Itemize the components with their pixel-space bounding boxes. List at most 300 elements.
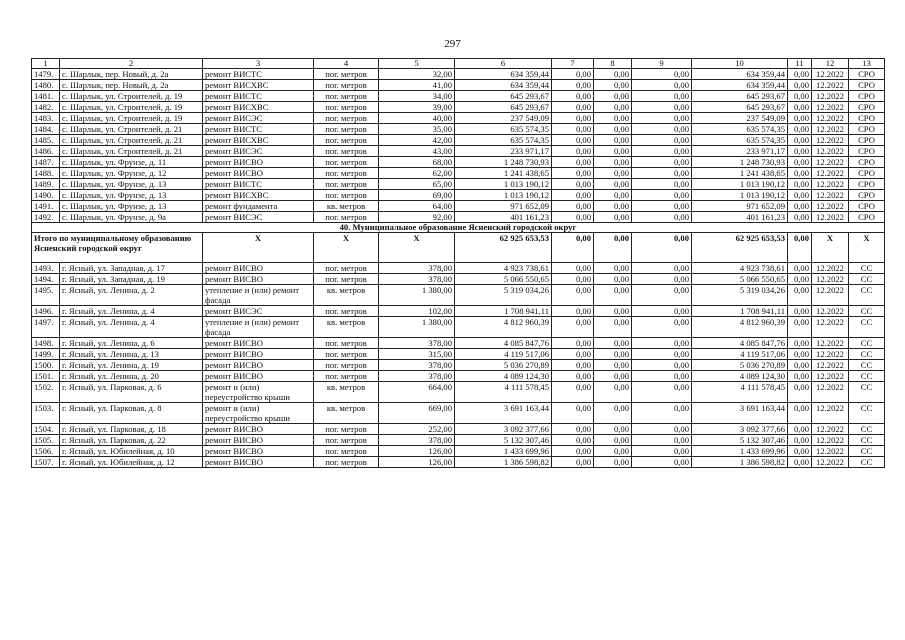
quantity-cell: 32,00 (379, 69, 455, 80)
table-row (32, 403, 885, 424)
other-funds-cell: 0,00 (788, 212, 812, 223)
fund-cell: 0,00 (552, 382, 594, 403)
local-budget-cell: 0,00 (632, 285, 692, 306)
quantity-cell: 378,00 (379, 338, 455, 349)
unit-cell: пог. метров (314, 306, 379, 317)
total-cell: X (314, 233, 379, 263)
unit-cell: пог. метров (314, 69, 379, 80)
unit-cell: пог. метров (314, 124, 379, 135)
completion-date-cell: 12.2022 (812, 124, 849, 135)
fund-method-cell: СРО (849, 135, 885, 146)
fund-method-cell: СРО (849, 168, 885, 179)
row-number-cell: 1500. (32, 360, 60, 371)
budget-cell: 0,00 (594, 168, 632, 179)
quantity-cell: 43,00 (379, 146, 455, 157)
fund-cell: 0,00 (552, 403, 594, 424)
fund-method-cell: СС (849, 274, 885, 285)
budget-cell: 0,00 (594, 446, 632, 457)
other-funds-cell: 0,00 (788, 457, 812, 468)
other-funds-cell: 0,00 (788, 338, 812, 349)
row-number-cell: 1494. (32, 274, 60, 285)
row-number-cell: 1483. (32, 113, 60, 124)
budget-cell: 0,00 (594, 306, 632, 317)
fund-method-cell: СС (849, 371, 885, 382)
header-cell: 12 (812, 59, 849, 69)
row-number-cell: 1496. (32, 306, 60, 317)
other-funds-cell: 0,00 (788, 135, 812, 146)
table-row (32, 80, 885, 91)
completion-date-cell: 12.2022 (812, 157, 849, 168)
fund-method-cell: СС (849, 263, 885, 274)
budget-cell: 0,00 (594, 338, 632, 349)
work-type-cell: ремонт ВИСВО (203, 435, 314, 446)
budget-cell: 0,00 (594, 274, 632, 285)
table-row (32, 102, 885, 113)
row-number-cell: 1492. (32, 212, 60, 223)
owners-funds-cell: 1 248 730,93 (692, 157, 788, 168)
address-cell: с. Шарлык, ул. Строителей, д. 19 (60, 91, 203, 102)
work-type-cell: ремонт и (или) переустройство крыши (203, 403, 314, 424)
table-row (32, 285, 885, 306)
table-row (32, 201, 885, 212)
fund-method-cell: СРО (849, 69, 885, 80)
work-type-cell: ремонт ВИСВО (203, 446, 314, 457)
local-budget-cell: 0,00 (632, 424, 692, 435)
other-funds-cell: 0,00 (788, 403, 812, 424)
unit-cell: кв. метров (314, 382, 379, 403)
quantity-cell: 669,00 (379, 403, 455, 424)
owners-funds-cell: 634 359,44 (692, 80, 788, 91)
total-cell: 62 925 653,53 (455, 233, 552, 263)
fund-method-cell: СРО (849, 80, 885, 91)
quantity-cell: 40,00 (379, 113, 455, 124)
total-cell: 0,00 (552, 233, 594, 263)
other-funds-cell: 0,00 (788, 360, 812, 371)
header-cell: 11 (788, 59, 812, 69)
total-cell: X (849, 233, 885, 263)
local-budget-cell: 0,00 (632, 274, 692, 285)
total-cost-cell: 645 293,67 (455, 102, 552, 113)
quantity-cell: 92,00 (379, 212, 455, 223)
owners-funds-cell: 634 359,44 (692, 69, 788, 80)
local-budget-cell: 0,00 (632, 403, 692, 424)
fund-cell: 0,00 (552, 360, 594, 371)
header-cell: 1 (32, 59, 60, 69)
completion-date-cell: 12.2022 (812, 446, 849, 457)
total-cost-cell: 5 066 550,65 (455, 274, 552, 285)
local-budget-cell: 0,00 (632, 457, 692, 468)
table-row (32, 168, 885, 179)
unit-cell: пог. метров (314, 168, 379, 179)
fund-method-cell: СРО (849, 102, 885, 113)
row-number-cell: 1498. (32, 338, 60, 349)
fund-cell: 0,00 (552, 338, 594, 349)
unit-cell: пог. метров (314, 424, 379, 435)
address-cell: с. Шарлык, ул. Фрунзе, д. 13 (60, 190, 203, 201)
total-cost-cell: 401 161,23 (455, 212, 552, 223)
local-budget-cell: 0,00 (632, 80, 692, 91)
local-budget-cell: 0,00 (632, 306, 692, 317)
total-cost-cell: 4 111 578,45 (455, 382, 552, 403)
quantity-cell: 42,00 (379, 135, 455, 146)
completion-date-cell: 12.2022 (812, 179, 849, 190)
local-budget-cell: 0,00 (632, 338, 692, 349)
local-budget-cell: 0,00 (632, 212, 692, 223)
fund-method-cell: СС (849, 457, 885, 468)
unit-cell: кв. метров (314, 403, 379, 424)
budget-cell: 0,00 (594, 113, 632, 124)
row-number-cell: 1499. (32, 349, 60, 360)
owners-funds-cell: 1 013 190,12 (692, 179, 788, 190)
other-funds-cell: 0,00 (788, 382, 812, 403)
fund-cell: 0,00 (552, 306, 594, 317)
table-row (32, 424, 885, 435)
owners-funds-cell: 5 319 034,26 (692, 285, 788, 306)
total-cost-cell: 4 119 517,06 (455, 349, 552, 360)
completion-date-cell: 12.2022 (812, 424, 849, 435)
fund-method-cell: СРО (849, 179, 885, 190)
address-cell: с. Шарлык, ул. Строителей, д. 19 (60, 102, 203, 113)
total-cost-cell: 645 293,67 (455, 91, 552, 102)
owners-funds-cell: 3 691 163,44 (692, 403, 788, 424)
budget-cell: 0,00 (594, 360, 632, 371)
work-type-cell: ремонт ВИСВО (203, 338, 314, 349)
completion-date-cell: 12.2022 (812, 435, 849, 446)
table-row (32, 69, 885, 80)
local-budget-cell: 0,00 (632, 371, 692, 382)
quantity-cell: 126,00 (379, 446, 455, 457)
unit-cell: пог. метров (314, 212, 379, 223)
quantity-cell: 1 380,00 (379, 317, 455, 338)
budget-cell: 0,00 (594, 212, 632, 223)
local-budget-cell: 0,00 (632, 179, 692, 190)
row-number-cell: 1479. (32, 69, 60, 80)
unit-cell: пог. метров (314, 135, 379, 146)
owners-funds-cell: 401 161,23 (692, 212, 788, 223)
total-cell: X (203, 233, 314, 263)
other-funds-cell: 0,00 (788, 446, 812, 457)
completion-date-cell: 12.2022 (812, 201, 849, 212)
header-cell: 10 (692, 59, 788, 69)
quantity-cell: 35,00 (379, 124, 455, 135)
budget-cell: 0,00 (594, 135, 632, 146)
owners-funds-cell: 237 549,09 (692, 113, 788, 124)
unit-cell: пог. метров (314, 435, 379, 446)
owners-funds-cell: 1 013 190,12 (692, 190, 788, 201)
quantity-cell: 68,00 (379, 157, 455, 168)
header-cell: 5 (379, 59, 455, 69)
completion-date-cell: 12.2022 (812, 382, 849, 403)
total-cost-cell: 634 359,44 (455, 80, 552, 91)
work-type-cell: ремонт ВИСХВС (203, 102, 314, 113)
budget-cell: 0,00 (594, 403, 632, 424)
other-funds-cell: 0,00 (788, 317, 812, 338)
fund-method-cell: СС (849, 338, 885, 349)
address-cell: с. Шарлык, ул. Фрунзе, д. 11 (60, 157, 203, 168)
budget-cell: 0,00 (594, 317, 632, 338)
quantity-cell: 34,00 (379, 91, 455, 102)
quantity-cell: 378,00 (379, 263, 455, 274)
work-type-cell: ремонт ВИСТС (203, 91, 314, 102)
table-row (32, 446, 885, 457)
fund-cell: 0,00 (552, 146, 594, 157)
address-cell: г. Ясный, ул. Западная, д. 19 (60, 274, 203, 285)
fund-cell: 0,00 (552, 69, 594, 80)
address-cell: г. Ясный, ул. Парковая, д. 22 (60, 435, 203, 446)
table-row (32, 274, 885, 285)
fund-cell: 0,00 (552, 124, 594, 135)
total-cost-cell: 3 092 377,66 (455, 424, 552, 435)
quantity-cell: 378,00 (379, 435, 455, 446)
table-row (32, 212, 885, 223)
fund-method-cell: СС (849, 285, 885, 306)
other-funds-cell: 0,00 (788, 102, 812, 113)
table-row (32, 360, 885, 371)
local-budget-cell: 0,00 (632, 102, 692, 113)
other-funds-cell: 0,00 (788, 146, 812, 157)
address-cell: с. Шарлык, пер. Новый, д. 2а (60, 69, 203, 80)
work-type-cell: ремонт ВИСЭС (203, 113, 314, 124)
owners-funds-cell: 4 923 738,61 (692, 263, 788, 274)
other-funds-cell: 0,00 (788, 424, 812, 435)
quantity-cell: 252,00 (379, 424, 455, 435)
table-row (32, 371, 885, 382)
address-cell: г. Ясный, ул. Ленина, д. 19 (60, 360, 203, 371)
column-number-header (32, 59, 885, 69)
unit-cell: пог. метров (314, 360, 379, 371)
budget-cell: 0,00 (594, 179, 632, 190)
work-type-cell: ремонт ВИСТС (203, 69, 314, 80)
fund-cell: 0,00 (552, 113, 594, 124)
row-number-cell: 1507. (32, 457, 60, 468)
work-type-cell: ремонт ВИСВО (203, 424, 314, 435)
header-cell: 7 (552, 59, 594, 69)
address-cell: с. Шарлык, ул. Фрунзе, д. 12 (60, 168, 203, 179)
header-cell: 6 (455, 59, 552, 69)
page-number: 297 (444, 38, 461, 50)
row-number-cell: 1501. (32, 371, 60, 382)
local-budget-cell: 0,00 (632, 263, 692, 274)
local-budget-cell: 0,00 (632, 157, 692, 168)
address-cell: г. Ясный, ул. Парковая, д. 6 (60, 382, 203, 403)
total-cost-cell: 4 923 738,61 (455, 263, 552, 274)
owners-funds-cell: 635 574,35 (692, 135, 788, 146)
row-number-cell: 1504. (32, 424, 60, 435)
row-number-cell: 1489. (32, 179, 60, 190)
other-funds-cell: 0,00 (788, 113, 812, 124)
table-row (32, 190, 885, 201)
row-number-cell: 1485. (32, 135, 60, 146)
table-row (32, 317, 885, 338)
quantity-cell: 64,00 (379, 201, 455, 212)
total-cell: X (812, 233, 849, 263)
completion-date-cell: 12.2022 (812, 263, 849, 274)
total-cost-cell: 1 013 190,12 (455, 179, 552, 190)
owners-funds-cell: 4 812 960,39 (692, 317, 788, 338)
fund-cell: 0,00 (552, 201, 594, 212)
quantity-cell: 378,00 (379, 371, 455, 382)
total-cost-cell: 635 574,35 (455, 124, 552, 135)
row-number-cell: 1484. (32, 124, 60, 135)
budget-cell: 0,00 (594, 382, 632, 403)
fund-method-cell: СС (849, 382, 885, 403)
fund-method-cell: СРО (849, 157, 885, 168)
local-budget-cell: 0,00 (632, 382, 692, 403)
total-cell: 62 925 653,53 (692, 233, 788, 263)
fund-method-cell: СС (849, 424, 885, 435)
fund-method-cell: СРО (849, 124, 885, 135)
other-funds-cell: 0,00 (788, 157, 812, 168)
owners-funds-cell: 1 241 438,65 (692, 168, 788, 179)
other-funds-cell: 0,00 (788, 124, 812, 135)
total-cell: 0,00 (788, 233, 812, 263)
work-type-cell: ремонт ВИСВО (203, 157, 314, 168)
address-cell: г. Ясный, ул. Ленина, д. 20 (60, 371, 203, 382)
other-funds-cell: 0,00 (788, 179, 812, 190)
local-budget-cell: 0,00 (632, 317, 692, 338)
header-cell: 3 (203, 59, 314, 69)
address-cell: с. Шарлык, ул. Строителей, д. 21 (60, 146, 203, 157)
total-cost-cell: 5 036 270,89 (455, 360, 552, 371)
owners-funds-cell: 4 089 124,30 (692, 371, 788, 382)
fund-cell: 0,00 (552, 157, 594, 168)
quantity-cell: 315,00 (379, 349, 455, 360)
row-number-cell: 1481. (32, 91, 60, 102)
work-type-cell: ремонт ВИСХВС (203, 80, 314, 91)
owners-funds-cell: 971 652,09 (692, 201, 788, 212)
fund-method-cell: СС (849, 446, 885, 457)
fund-method-cell: СРО (849, 201, 885, 212)
table-row (32, 113, 885, 124)
address-cell: г. Ясный, ул. Юбилейная, д. 12 (60, 457, 203, 468)
unit-cell: пог. метров (314, 349, 379, 360)
budget-cell: 0,00 (594, 285, 632, 306)
completion-date-cell: 12.2022 (812, 360, 849, 371)
owners-funds-cell: 4 085 847,76 (692, 338, 788, 349)
other-funds-cell: 0,00 (788, 190, 812, 201)
address-cell: с. Шарлык, пер. Новый, д. 2а (60, 80, 203, 91)
fund-cell: 0,00 (552, 91, 594, 102)
completion-date-cell: 12.2022 (812, 317, 849, 338)
fund-method-cell: СРО (849, 113, 885, 124)
total-cost-cell: 634 359,44 (455, 69, 552, 80)
other-funds-cell: 0,00 (788, 349, 812, 360)
table-row (32, 146, 885, 157)
row-number-cell: 1497. (32, 317, 60, 338)
fund-cell: 0,00 (552, 446, 594, 457)
unit-cell: пог. метров (314, 179, 379, 190)
budget-cell: 0,00 (594, 69, 632, 80)
header-cell: 13 (849, 59, 885, 69)
row-number-cell: 1491. (32, 201, 60, 212)
address-cell: г. Ясный, ул. Ленина, д. 4 (60, 317, 203, 338)
address-cell: г. Ясный, ул. Западная, д. 17 (60, 263, 203, 274)
owners-funds-cell: 3 092 377,66 (692, 424, 788, 435)
row-number-cell: 1480. (32, 80, 60, 91)
fund-method-cell: СРО (849, 146, 885, 157)
local-budget-cell: 0,00 (632, 190, 692, 201)
fund-method-cell: СРО (849, 212, 885, 223)
fund-method-cell: СС (849, 360, 885, 371)
other-funds-cell: 0,00 (788, 306, 812, 317)
total-cell: 0,00 (594, 233, 632, 263)
completion-date-cell: 12.2022 (812, 338, 849, 349)
completion-date-cell: 12.2022 (812, 146, 849, 157)
table-row (32, 306, 885, 317)
work-type-cell: ремонт ВИСВО (203, 360, 314, 371)
row-number-cell: 1488. (32, 168, 60, 179)
fund-cell: 0,00 (552, 179, 594, 190)
work-type-cell: утепление и (или) ремонт фасада (203, 317, 314, 338)
total-cell: 0,00 (632, 233, 692, 263)
budget-cell: 0,00 (594, 349, 632, 360)
local-budget-cell: 0,00 (632, 360, 692, 371)
row-number-cell: 1506. (32, 446, 60, 457)
budget-cell: 0,00 (594, 124, 632, 135)
completion-date-cell: 12.2022 (812, 403, 849, 424)
budget-cell: 0,00 (594, 102, 632, 113)
row-number-cell: 1503. (32, 403, 60, 424)
quantity-cell: 378,00 (379, 360, 455, 371)
owners-funds-cell: 1 386 598,82 (692, 457, 788, 468)
completion-date-cell: 12.2022 (812, 190, 849, 201)
row-number-cell: 1486. (32, 146, 60, 157)
completion-date-cell: 12.2022 (812, 457, 849, 468)
work-type-cell: ремонт ВИСВО (203, 274, 314, 285)
total-label: Итого по муниципальному образованию Ясненский городской округ (32, 233, 203, 263)
work-type-cell: ремонт ВИСТС (203, 179, 314, 190)
table-row (32, 435, 885, 446)
fund-cell: 0,00 (552, 424, 594, 435)
total-cost-cell: 1 386 598,82 (455, 457, 552, 468)
owners-funds-cell: 5 066 550,65 (692, 274, 788, 285)
owners-funds-cell: 645 293,67 (692, 102, 788, 113)
budget-cell: 0,00 (594, 263, 632, 274)
address-cell: г. Ясный, ул. Юбилейная, д. 10 (60, 446, 203, 457)
owners-funds-cell: 5 036 270,89 (692, 360, 788, 371)
owners-funds-cell: 635 574,35 (692, 124, 788, 135)
owners-funds-cell: 1 433 699,96 (692, 446, 788, 457)
budget-cell: 0,00 (594, 201, 632, 212)
fund-cell: 0,00 (552, 168, 594, 179)
budget-cell: 0,00 (594, 435, 632, 446)
quantity-cell: 65,00 (379, 179, 455, 190)
unit-cell: пог. метров (314, 446, 379, 457)
address-cell: с. Шарлык, ул. Фрунзе, д. 13 (60, 179, 203, 190)
fund-cell: 0,00 (552, 80, 594, 91)
completion-date-cell: 12.2022 (812, 102, 849, 113)
fund-cell: 0,00 (552, 102, 594, 113)
other-funds-cell: 0,00 (788, 285, 812, 306)
unit-cell: пог. метров (314, 190, 379, 201)
owners-funds-cell: 4 119 517,06 (692, 349, 788, 360)
unit-cell: кв. метров (314, 317, 379, 338)
unit-cell: пог. метров (314, 80, 379, 91)
fund-cell: 0,00 (552, 190, 594, 201)
table-row (32, 124, 885, 135)
completion-date-cell: 12.2022 (812, 80, 849, 91)
owners-funds-cell: 233 971,17 (692, 146, 788, 157)
unit-cell: пог. метров (314, 102, 379, 113)
total-cell: X (379, 233, 455, 263)
capital-repair-register-table (31, 58, 885, 468)
budget-cell: 0,00 (594, 190, 632, 201)
other-funds-cell: 0,00 (788, 69, 812, 80)
work-type-cell: ремонт ВИСЭС (203, 306, 314, 317)
work-type-cell: ремонт ВИСВО (203, 457, 314, 468)
quantity-cell: 69,00 (379, 190, 455, 201)
fund-cell: 0,00 (552, 212, 594, 223)
